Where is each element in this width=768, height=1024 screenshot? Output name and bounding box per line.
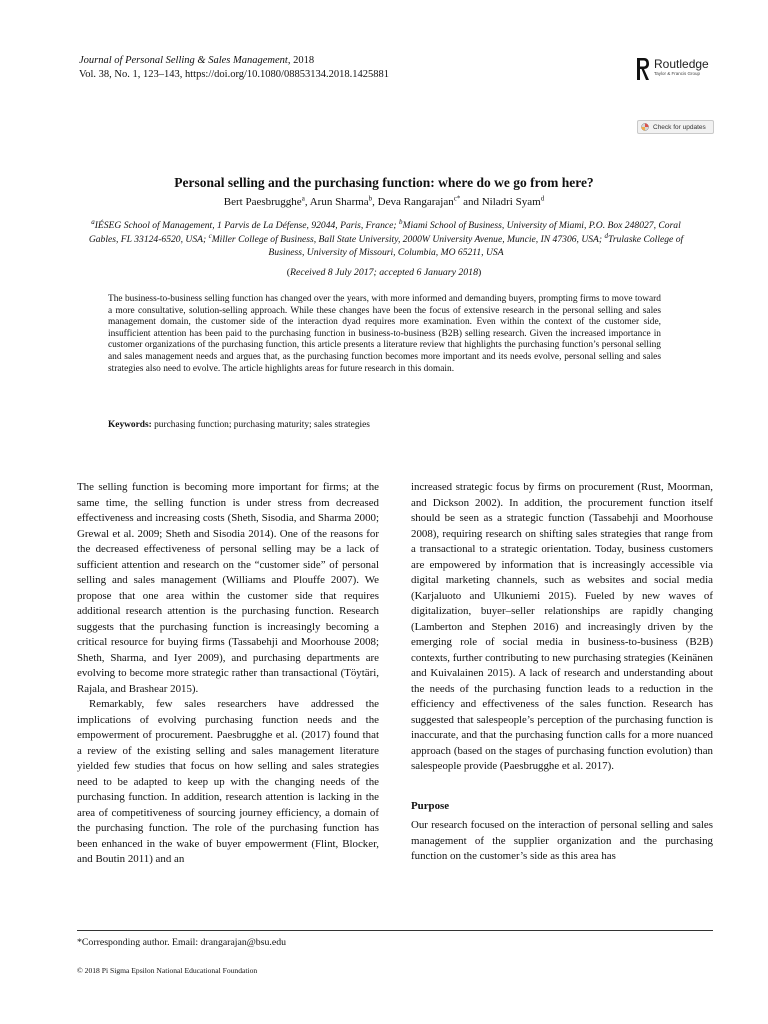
received-text: Received 8 July 2017; accepted 6 January 2018	[290, 267, 478, 278]
received-close-paren: )	[477, 267, 482, 278]
received-dates	[0, 267, 768, 278]
affiliation-mark: c	[208, 231, 212, 240]
body-paragraph: increased strategic focus by firms on procurement (Rust, Moorman, and Dickson 2002). In addition, the procurement function itself should be seen as a strategic function (Tassabehji and Moorhouse 2008), requiring research on shifting sales strategies that range from a transactional to a strategic orientation. Today, business customers are empowered by information that is increasingly accessible via digital marketing channels, such as websites and social media (Karjaluoto and Ulkuniemi 2015). Fueled by new waves of digitalization, buyer–seller relationships are rapidly changing (Lamberton and Stephen 2016) and increasingly driven by the emerging role of social media in business-to-business (B2B) contexts, further contributing to new purchasing strategies (Keinänen and Kuivalainen 2015). A lack of research and understanding about the needs of the purchasing function leads to a reduction in the efficiency and effectiveness of the sales function. Research has suggested that salespeople’s perception of the purchasing function is inaccurate, and that the purchasing function calls for a more nuanced approach (based on the stages of purchasing function evolution) than salespeople provide (Paesbrugghe et al. 2017).	[411, 481, 713, 772]
author-name: , Deva Rangarajan	[372, 196, 454, 208]
affiliation-mark: d	[604, 231, 609, 240]
journal-header	[79, 54, 389, 82]
abstract: The business-to-business selling function has changed over the years, with more informed and demanding buyers, prompting firms to move toward a more consultative, solution-selling approach. While these changes have been the focus of extensive research in the personal selling and sales management domain, the customer side of the interaction dyad requires more examination. Even within the context of the customer side, insufficient attention has been paid to the purchasing function in business-to-business (B2B) selling research. Given the increased importance in customer organizations of the purchasing function, this article presents a literature review that highlights the purchasing function’s personal selling and sales management needs and argues that, as the purchasing function becomes more important and its needs evolve, personal selling and sales strategies also need to evolve. The article highlights areas for future research in this domain.	[108, 294, 661, 374]
author-affiliation-mark: a	[301, 194, 305, 203]
author-list	[0, 196, 768, 208]
affiliation-text: Miami School of Business, University of Miami, P.O. Box 248027, Coral Gables, FL 33124-6520, USA;	[88, 220, 681, 245]
journal-year: , 2018	[287, 55, 315, 66]
check-for-updates-button[interactable]	[637, 120, 714, 134]
body-paragraph: Remarkably, few sales researchers have addressed the implications of evolving purchasing function needs and the empowerment of procurement. Paesbrugghe et al. (2017) found that a review of the existing selling and sales management literature yielded few studies that focus on how selling and sales strategies need to be adapted to keep up with the changing needs of the purchasing function. In addition, research attention is lacking in the area of competitiveness of sourcing journey efficiency, a domain of the purchasing function. The role of the purchasing function has been enhanced in the wake of buyer empowerment (Flint, Blocker, and Boutin 2011) and an	[77, 698, 379, 865]
author-affiliation-mark: b	[368, 194, 373, 203]
publisher-logo[interactable]	[637, 58, 709, 80]
affiliation-mark: a	[91, 217, 95, 226]
received-open-paren: (	[286, 267, 291, 278]
affiliation-text: IÉSEG School of Management, 1 Parvis de La Défense, 92044, Paris, France;	[94, 220, 399, 231]
affiliation-text: Miller College of Business, Ball State University, 2000W University Avenue, Muncie, IN 47306, USA;	[211, 233, 605, 245]
journal-name: Journal of Personal Selling & Sales Management	[79, 55, 288, 66]
crossmark-icon	[641, 123, 649, 131]
copyright-notice: © 2018 Pi Sigma Epsilon National Educational Foundation	[77, 966, 258, 975]
author-affiliation-mark: d	[540, 194, 545, 203]
keywords	[108, 420, 370, 430]
author-name: , Arun Sharma	[304, 196, 369, 208]
affiliations	[80, 219, 692, 260]
routledge-logo-icon	[637, 58, 650, 80]
body-column-left	[77, 480, 379, 868]
publisher-name: Routledge	[654, 57, 709, 71]
body-paragraph: Our research focused on the interaction of personal selling and sales management of the supplier organization and the purchasing function on the customer’s side as this area has	[411, 819, 713, 862]
publisher-subtitle: Taylor & Francis Group	[654, 71, 701, 76]
check-for-updates-label: Check for updates	[653, 123, 706, 131]
author-affiliation-mark: c*	[453, 194, 461, 203]
footnote-divider	[77, 930, 713, 931]
author-name: Bert Paesbrugghe	[223, 196, 302, 208]
keywords-text: purchasing function; purchasing maturity; sales strategies	[151, 420, 370, 430]
author-name: and Niladri Syam	[460, 196, 541, 208]
citation-line[interactable]: Vol. 38, No. 1, 123–143, https://doi.org/10.1080/08853134.2018.1425881	[79, 69, 389, 80]
body-paragraph: The selling function is becoming more important for firms; at the same time, the selling function is under stress from decreased effectiveness and increasing costs (Sheth, Sisodia, and Sharma 2000; Grewal et al. 2009; Sheth and Sisodia 2014). One of the reasons for the decreased effectiveness of personal selling may be a lack of sufficient attention and research on the “customer side” of personal selling and sales management (Williams and Plouffe 2007). We propose that one area within the customer side that requires additional research attention is the purchasing function. Research suggests that the purchasing function is increasingly becoming a critical resource for buying firms (Tassabehji and Moorhouse 2008; Sheth, Sharma, and Iyer 2009), and purchasing departments are evolving to become more strategic rather than transactional (Töytäri, Rajala, and Brashear 2015).	[77, 481, 379, 695]
affiliation-mark: b	[398, 217, 403, 226]
article-title: Personal selling and the purchasing function: where do we go from here?	[174, 175, 594, 190]
corresponding-author-footnote: *Corresponding author. Email: drangarajan@bsu.edu	[77, 937, 286, 948]
keywords-label: Keywords:	[108, 420, 152, 430]
section-heading: Purpose	[411, 799, 450, 812]
affiliation-text: Trulaske College of Business, University of Missouri, Columbia, MO 65211, USA	[268, 233, 684, 258]
body-column-right	[411, 480, 713, 865]
